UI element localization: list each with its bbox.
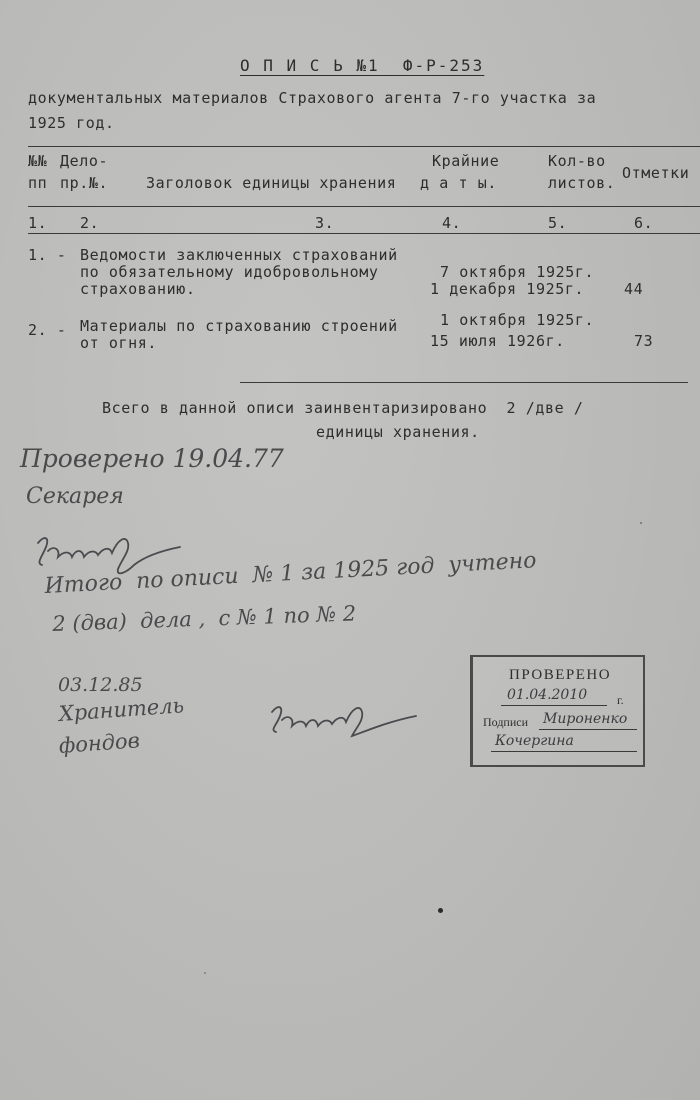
stamp-signature-line-2 xyxy=(491,751,637,752)
document-subtitle-line2: 1925 год. xyxy=(28,114,115,132)
header-title: Заголовок единицы хранения xyxy=(146,174,397,192)
signature-2 xyxy=(266,696,426,746)
stamp-signatures-label: Подписи xyxy=(483,715,529,729)
row-number: 2. - xyxy=(28,321,67,339)
stamp-date: 01.04.2010 xyxy=(507,687,588,703)
column-number-2: 2. xyxy=(80,214,100,232)
handwritten-total-line1: Итого по описи № 1 за 1925 год учтено xyxy=(44,548,537,599)
row-title-line: Ведомости заключенных страхований xyxy=(80,246,398,264)
document-title: О П И С Ь №1 Ф-Р-253 xyxy=(240,56,485,75)
handwritten-date: 03.12.85 xyxy=(58,674,143,696)
stamp-signature-2: Кочергина xyxy=(495,733,574,749)
stamp-signature-line-1 xyxy=(539,729,637,730)
paper-speck xyxy=(204,972,206,974)
table-top-rule xyxy=(28,146,700,147)
summary-line2: единицы хранения. xyxy=(316,423,480,441)
header-bottom-rule xyxy=(28,206,700,207)
column-numbers-rule xyxy=(28,233,700,234)
row-date-from: 7 октября 1925г. xyxy=(440,263,595,281)
row-date-from: 1 октября 1925г. xyxy=(440,311,595,329)
header-dates-line1: Крайние xyxy=(432,152,500,170)
row-number: 1. - xyxy=(28,246,67,264)
row-sheets: 44 xyxy=(624,280,644,298)
header-sheets-line2: листов. xyxy=(548,174,616,192)
header-num-line2: пп xyxy=(28,174,48,192)
handwritten-checked: Проверено 19.04.77 xyxy=(20,444,284,473)
column-number-1: 1. xyxy=(28,214,48,232)
handwritten-secretary: Секарея xyxy=(26,484,124,509)
stamp-year-suffix: г. xyxy=(617,693,624,707)
column-number-4: 4. xyxy=(442,214,462,232)
header-case-line2: пр.№. xyxy=(60,174,109,192)
column-number-3: 3. xyxy=(315,214,335,232)
row-title-line: по обязательному идобровольному xyxy=(80,263,379,281)
stamp-signature-1: Мироненко xyxy=(543,711,628,727)
table-end-rule xyxy=(240,382,688,383)
row-date-to: 1 декабря 1925г. xyxy=(430,280,585,298)
handwritten-keeper-line1: Хранитель xyxy=(58,693,185,726)
header-sheets-line1: Кол-во xyxy=(548,152,606,170)
paper-speck xyxy=(640,522,642,524)
row-title-line: Материалы по страхованию строений xyxy=(80,317,398,335)
handwritten-total-line2: 2 (два) дела , с № 1 по № 2 xyxy=(52,601,357,636)
stamp-title: ПРОВЕРЕНО xyxy=(509,667,612,683)
paper-speck xyxy=(438,908,443,913)
stamp-date-line xyxy=(501,705,607,706)
header-notes: Отметки xyxy=(622,164,690,182)
column-number-5: 5. xyxy=(548,214,568,232)
header-num-line1: №№ xyxy=(28,152,48,170)
row-date-to: 15 июля 1926г. xyxy=(430,332,565,350)
row-title-line: от огня. xyxy=(80,334,158,352)
document-subtitle-line1: документальных материалов Страхового агента 7-го участка за xyxy=(28,89,597,107)
handwritten-keeper-line2: фондов xyxy=(58,728,141,758)
verification-stamp xyxy=(470,655,645,767)
header-case-line1: Дело- xyxy=(60,152,109,170)
row-sheets: 73 xyxy=(634,332,654,350)
column-number-6: 6. xyxy=(634,214,654,232)
row-title-line: страхованию. xyxy=(80,280,196,298)
summary-line1: Всего в данной описи заинвентаризировано 2 /две / xyxy=(102,399,584,417)
header-dates-line2: д а т ы. xyxy=(420,174,498,192)
